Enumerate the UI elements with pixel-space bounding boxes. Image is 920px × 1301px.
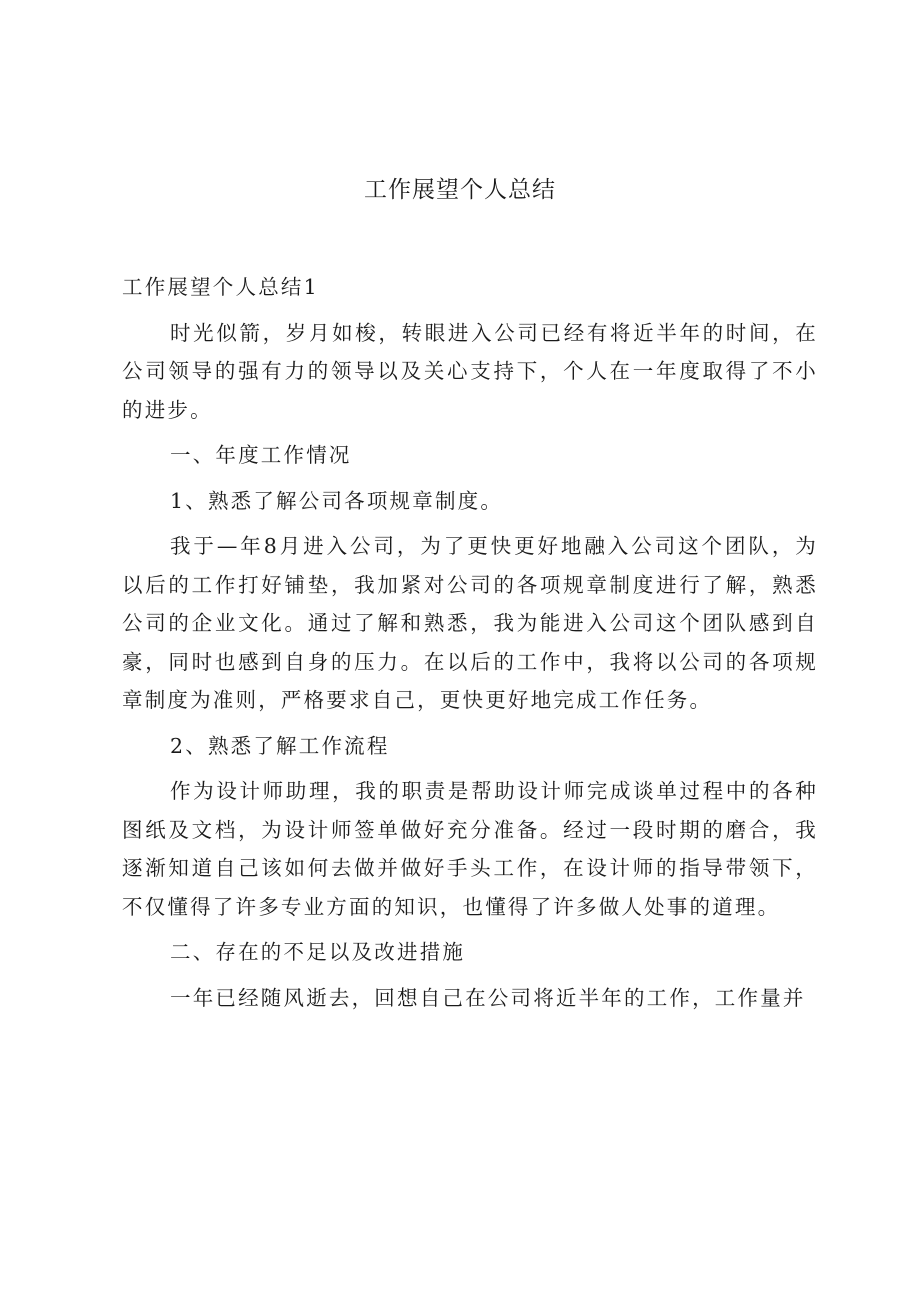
heading-shortcomings: 二、存在的不足以及改进措施 <box>170 940 466 964</box>
document-title: 工作展望个人总结 <box>364 177 556 203</box>
paragraph-shortcomings: 一年已经随风逝去，回想自己在公司将近半年的工作，工作量并 <box>170 985 806 1010</box>
heading-annual-work: 一、年度工作情况 <box>170 443 352 467</box>
paragraph-rules: 我于—年8月进入公司，为了更快更好地融入公司这个团队，为以后的工作打好铺垫，我加紧对公司的各项规章制度进行了解，熟悉公司的企业文化。通过了解和熟悉，我为能进入公司这个团队感到自豪，同时也感到自身的压力。在以后的工作中，我将以公司的各项规章制度为准则，严格要求自己，更快更好地完成工作任务。 <box>122 534 818 712</box>
paragraph-intro: 时光似箭，岁月如梭，转眼进入公司已经有将近半年的时间，在公司领导的强有力的领导以及关心支持下，个人在一年度取得了不小的进步。 <box>122 320 818 422</box>
section-subtitle: 工作展望个人总结1 <box>122 275 319 299</box>
document-body <box>122 268 818 1024</box>
paragraph-workflow: 作为设计师助理，我的职责是帮助设计师完成谈单过程中的各种图纸及文档，为设计师签单做好充分准备。经过一段时期的磨合，我逐渐知道自己该如何去做并做好手头工作，在设计师的指导带领下，不仅懂得了许多专业方面的知识，也懂得了许多做人处事的道理。 <box>122 779 818 919</box>
heading-rules: 1、熟悉了解公司各项规章制度。 <box>170 488 504 513</box>
heading-workflow: 2、熟悉了解工作流程 <box>170 733 390 758</box>
